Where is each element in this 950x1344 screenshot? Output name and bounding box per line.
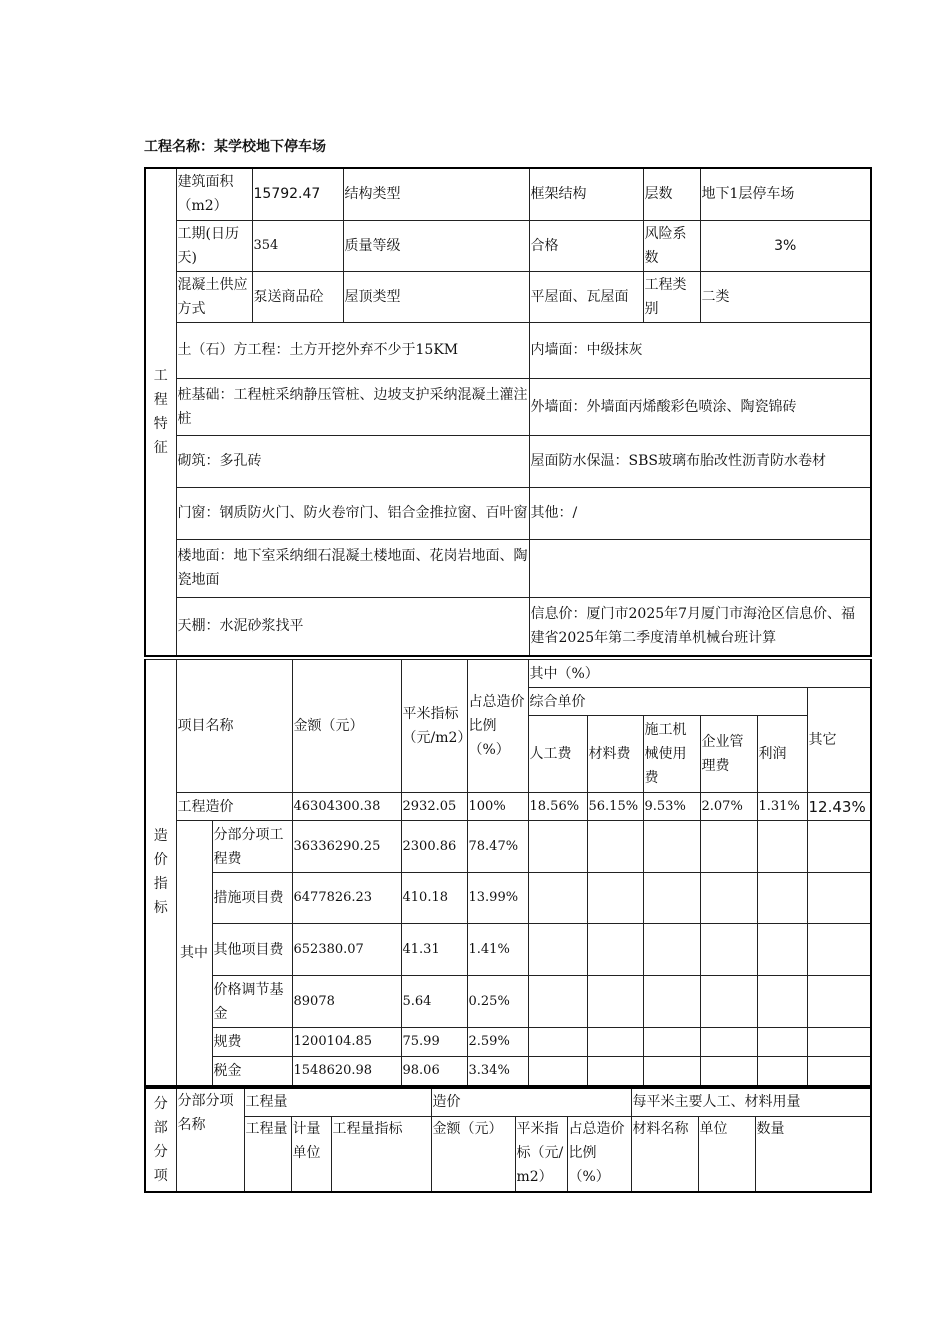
row-amount: 89078 (292, 976, 401, 1028)
cost-section-label: 造 价 指 标 (145, 660, 176, 1086)
roof-label: 屋顶类型 (343, 271, 529, 322)
ceiling-text: 天棚：水泥砂浆找平 (176, 597, 529, 656)
total-material: 56.15% (587, 793, 643, 821)
duration-value: 354 (252, 220, 343, 271)
unit-header: 计量单位 (291, 1116, 331, 1192)
structure-label: 结构类型 (343, 168, 529, 220)
table-row (145, 1057, 871, 1086)
per-m2-header: 平米指标（元/m2） (401, 660, 467, 793)
area-label: 建筑面积（m2） (176, 168, 252, 220)
total-ratio: 100% (467, 793, 528, 821)
total-others: 12.43% (807, 793, 871, 821)
profit-header: 利润 (757, 716, 807, 793)
floors-value: 地下1层停车场 (700, 168, 871, 220)
unit-price-header: 综合单价 (528, 688, 807, 716)
row-per-m2: 98.06 (401, 1057, 467, 1086)
row-per-m2: 410.18 (401, 873, 467, 924)
row-ratio: 0.25% (467, 976, 528, 1028)
row-ratio: 78.47% (467, 821, 528, 873)
row-amount: 652380.07 (292, 924, 401, 976)
roof-value: 平屋面、瓦屋面 (529, 271, 643, 322)
quality-value: 合格 (529, 220, 643, 271)
quantity-header: 工程量 (244, 1088, 431, 1116)
mat-name-header: 材料名称 (631, 1116, 698, 1192)
category-value: 二类 (700, 271, 871, 322)
total-amount: 46304300.38 (292, 793, 401, 821)
risk-label: 风险系数 (643, 220, 700, 271)
row-amount: 1548620.98 (292, 1057, 401, 1086)
quality-label: 质量等级 (343, 220, 529, 271)
breakdown-item-label: 分部分项名称 (176, 1088, 244, 1192)
machine-header: 施工机械使用费 (643, 716, 700, 793)
table-row (145, 821, 871, 873)
total-machine: 9.53% (643, 793, 700, 821)
mgmt-header: 企业管理费 (700, 716, 757, 793)
risk-value: 3% (700, 220, 871, 271)
others-header: 其它 (807, 688, 871, 793)
row-name: 分部分项工程费 (212, 821, 292, 873)
amount-header: 金额（元） (292, 660, 401, 793)
row-amount: 6477826.23 (292, 873, 401, 924)
item-name-header: 项目名称 (176, 660, 292, 793)
total-row (145, 793, 871, 821)
row-name: 其他项目费 (212, 924, 292, 976)
category-label: 工程类别 (643, 271, 700, 322)
labor-header: 人工费 (528, 716, 587, 793)
row-name: 规费 (212, 1028, 292, 1057)
row-name: 税金 (212, 1057, 292, 1086)
ratio-header: 占总造价比例（%） (567, 1116, 631, 1192)
floor-ground-text: 楼地面：地下室采纳细石混凝土楼地面、花岗岩地面、陶瓷地面 (176, 539, 529, 597)
per-m2-header: 平米指标（元/m2） (515, 1116, 567, 1192)
row-per-m2: 5.64 (401, 976, 467, 1028)
row-name: 措施项目费 (212, 873, 292, 924)
amount-header: 金额（元） (431, 1116, 515, 1192)
material-header: 材料费 (587, 716, 643, 793)
concrete-label: 混凝土供应方式 (176, 271, 252, 322)
of-which-header: 其中（%） (528, 660, 871, 688)
mat-unit-header: 单位 (698, 1116, 755, 1192)
area-value: 15792.47 (252, 168, 343, 220)
table-row (145, 976, 871, 1028)
table-row (145, 873, 871, 924)
breakdown-table (144, 1087, 872, 1193)
inner-wall-text: 内墙面：中级抹灰 (529, 322, 871, 378)
roof-waterproof-text: 屋面防水保温：SBS玻璃布胎改性沥青防水卷材 (529, 435, 871, 487)
row-ratio: 2.59% (467, 1028, 528, 1057)
concrete-value: 泵送商品砼 (252, 271, 343, 322)
total-per-m2: 2932.05 (401, 793, 467, 821)
masonry-text: 砌筑：多孔砖 (176, 435, 529, 487)
row-ratio: 13.99% (467, 873, 528, 924)
mat-qty-header: 数量 (755, 1116, 871, 1192)
features-table (144, 167, 872, 657)
row-per-m2: 75.99 (401, 1028, 467, 1057)
other-text: 其他：/ (529, 487, 871, 539)
qty-index-header: 工程量指标 (331, 1116, 431, 1192)
cost-table (144, 659, 872, 1087)
earthwork-text: 土（石）方工程：土方开挖外弃不少于15KM (176, 322, 529, 378)
row-amount: 36336290.25 (292, 821, 401, 873)
ratio-header: 占总造价比例（%） (467, 660, 528, 793)
doors-windows-text: 门窗：钢质防火门、防火卷帘门、铝合金推拉窗、百叶窗 (176, 487, 529, 539)
total-profit: 1.31% (757, 793, 807, 821)
row-ratio: 1.41% (467, 924, 528, 976)
table-row (145, 1028, 871, 1057)
row-amount: 1200104.85 (292, 1028, 401, 1057)
sub-label: 其中 (176, 821, 212, 1086)
empty-cell (529, 539, 871, 597)
pile-text: 桩基础：工程桩采纳静压管桩、边坡支护采纳混凝土灌注桩 (176, 378, 529, 435)
duration-label: 工期(日历天) (176, 220, 252, 271)
outer-wall-text: 外墙面：外墙面丙烯酸彩色喷涂、陶瓷锦砖 (529, 378, 871, 435)
row-per-m2: 2300.86 (401, 821, 467, 873)
price-info-text: 信息价：厦门市2025年7月厦门市海沧区信息价、福建省2025年第二季度清单机械台班计算 (529, 597, 871, 656)
total-mgmt: 2.07% (700, 793, 757, 821)
project-title: 工程名称：某学校地下停车场 (144, 139, 326, 155)
materials-header: 每平米主要人工、材料用量 (631, 1088, 871, 1116)
breakdown-section-label: 分 部 分 项 (145, 1088, 176, 1192)
total-name: 工程造价 (176, 793, 292, 821)
cost-header: 造价 (431, 1088, 631, 1116)
row-per-m2: 41.31 (401, 924, 467, 976)
structure-value: 框架结构 (529, 168, 643, 220)
table-row (145, 924, 871, 976)
floors-label: 层数 (643, 168, 700, 220)
row-ratio: 3.34% (467, 1057, 528, 1086)
total-labor: 18.56% (528, 793, 587, 821)
row-name: 价格调节基金 (212, 976, 292, 1028)
features-section-label: 工 程 特 征 (145, 168, 176, 656)
qty-header: 工程量 (244, 1116, 291, 1192)
